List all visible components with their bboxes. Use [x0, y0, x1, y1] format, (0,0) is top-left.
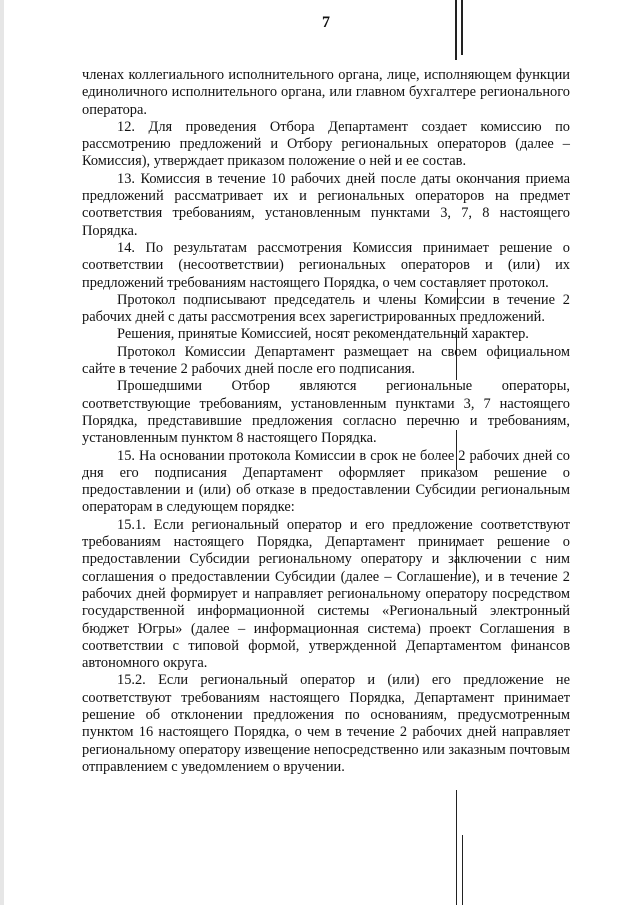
paragraph: 13. Комиссия в течение 10 рабочих дней после даты окончания приема предложений рассматривает их и региональных операторов на предмет соответствия требованиям, установленным пунктами 3, 7, 8 настоящего Порядка. — [82, 170, 570, 239]
paragraph: 15.2. Если региональный оператор и (или) его предложение не соответствуют требованиям настоящего Порядка, Департамент принимает решение об отклонении предложения по основаниям, предусмотренным пунктом 16 настоящего Порядка, о чем в течение 2 рабочих дней направляет региональному оператору извещение непосредственно или заказным почтовым отправлением с уведомлением о вручении. — [82, 672, 571, 775]
paragraph: Протокол Комиссии Департамент размещает на своем официальном сайте в течение 2 рабочих дней после его подписания. — [82, 343, 570, 378]
paragraph: 15.1. Если региональный оператор и его предложение соответствуют требованиям настоящего Порядка, Департамент принимает решение о предоставлении Субсидии региональному оператору и заключении с ним соглашения о предоставлении Субсидии (далее – Соглашение), и в течение 2 рабочих дней формирует и направляет региональному оператору посредством государственной информационной системы «Региональный электронный бюджет Югры» (далее – информационная система) проект Соглашения в соответствии с типовой формой, утвержденной Департаментом финансов автономного округа. — [82, 516, 570, 672]
scan-edge — [0, 0, 4, 905]
page-number: 7 — [322, 14, 330, 31]
paragraph: Протокол подписывают председатель и члены Комиссии в течение 2 рабочих дней с даты рассмотрения всех зарегистрированных предложений. — [82, 291, 570, 326]
paragraph: 15. На основании протокола Комиссии в срок не более 2 рабочих дней со дня его подписания Департамент оформляет приказом решение о предоставлении и (или) об отказе в предоставлении Субсидии региональным операторам в следующем порядке: — [82, 447, 570, 516]
scan-artifact-line — [456, 790, 457, 905]
paragraph: Прошедшими Отбор являются региональные операторы, соответствующие требованиям, установленным пунктами 3, 7 настоящего Порядка, представившие предложения согласно перечню и требованиям, установленным пунктом 8 настоящего Порядка. — [82, 378, 570, 447]
scan-artifact-line — [462, 835, 463, 905]
paragraph: Решения, принятые Комиссией, носят рекомендательный характер. — [117, 326, 529, 343]
paragraph: членах коллегиального исполнительного органа, лице, исполняющем функции единоличного исполнительного органа, или главном бухгалтере регионального оператора. — [82, 67, 570, 118]
paragraph: 12. Для проведения Отбора Департамент создает комиссию по рассмотрению предложений и Отбору региональных операторов (далее – Комиссия), утверждает приказом положение о ней и ее состав. — [82, 118, 570, 170]
paragraph: 14. По результатам рассмотрения Комиссия принимает решение о соответствии (несоответствии) региональных операторов и (или) их предложений требованиям настоящего Порядка, о чем составляет протокол. — [82, 239, 570, 291]
document-body — [82, 67, 570, 776]
